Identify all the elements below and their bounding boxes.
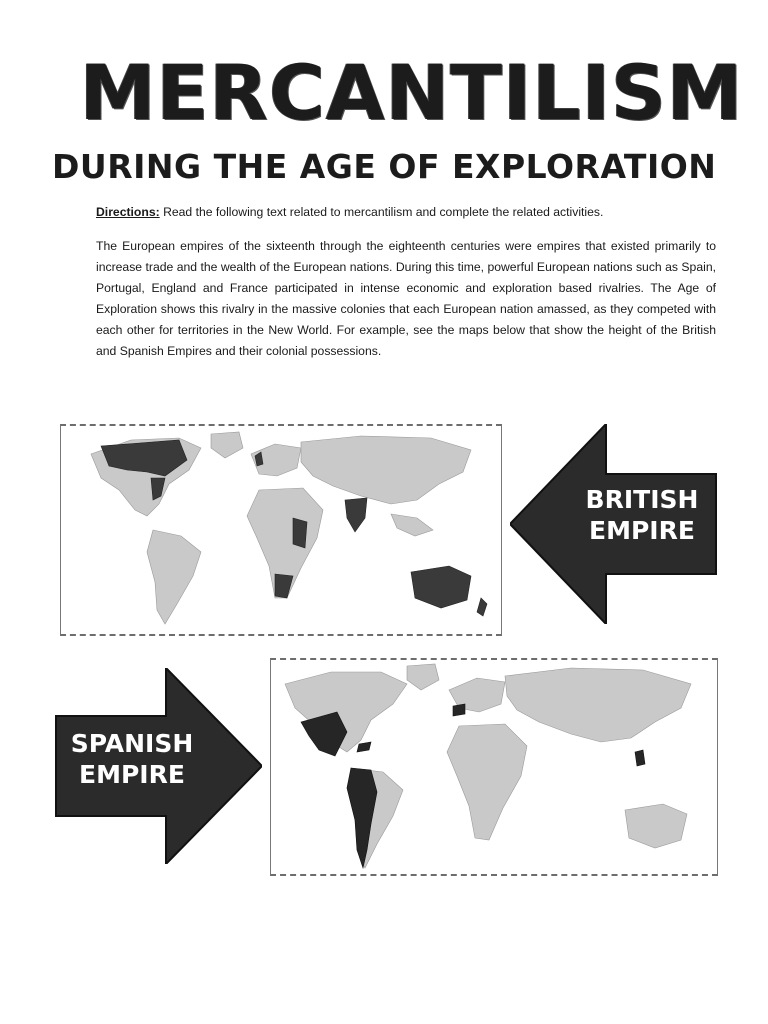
british-east-africa	[293, 518, 307, 548]
spanish-label-line1: SPANISH	[70, 729, 194, 758]
british-label-line1: BRITISH	[585, 485, 699, 514]
british-empire-arrow	[510, 424, 720, 624]
map-south-america	[147, 530, 201, 624]
directions	[96, 204, 696, 220]
map-se-asia	[391, 514, 433, 536]
british-world-map	[61, 426, 501, 634]
map-north-america	[285, 672, 407, 752]
spanish-empire-label	[62, 728, 202, 790]
spanish-philippines	[635, 750, 645, 766]
british-india	[345, 498, 367, 532]
spanish-label-line2: EMPIRE	[79, 760, 185, 789]
spanish-world-map	[271, 660, 717, 874]
spanish-empire-arrow	[54, 668, 262, 864]
spanish-caribbean	[357, 742, 371, 752]
body-paragraph: The European empires of the sixteenth through the eighteenth centuries were empires that existed primarily to increase trade and the wealth of the European nations. During this time, powerful European nations such as Spain, Portugal, England and France participated in intense economic and exploration based rivalries. The Age of Exploration shows this rivalry in the massive colonies that each European nation amassed, as they competed with each other for territories in the New World. For example, see the maps below that show the height of the British and Spanish Empires and their colonial possessions.	[96, 239, 716, 358]
directions-label: Directions:	[96, 205, 160, 219]
british-empire-map	[60, 424, 502, 636]
map-africa	[447, 724, 527, 840]
page-subtitle: DURING THE AGE OF EXPLORATION	[52, 147, 717, 186]
british-empire-label	[576, 484, 708, 546]
spanish-iberia	[453, 704, 465, 716]
british-new-zealand	[477, 598, 487, 616]
map-asia	[505, 668, 691, 742]
page-title: MERCANTILISM	[80, 48, 744, 137]
british-australia	[411, 566, 471, 608]
map-asia	[301, 436, 471, 504]
british-south-africa	[275, 574, 293, 598]
british-label-line2: EMPIRE	[589, 516, 695, 545]
map-greenland	[211, 432, 243, 458]
spanish-empire-map	[270, 658, 718, 876]
map-greenland	[407, 664, 439, 690]
map-australia	[625, 804, 687, 848]
directions-text: Read the following text related to mercantilism and complete the related activities.	[163, 205, 604, 219]
